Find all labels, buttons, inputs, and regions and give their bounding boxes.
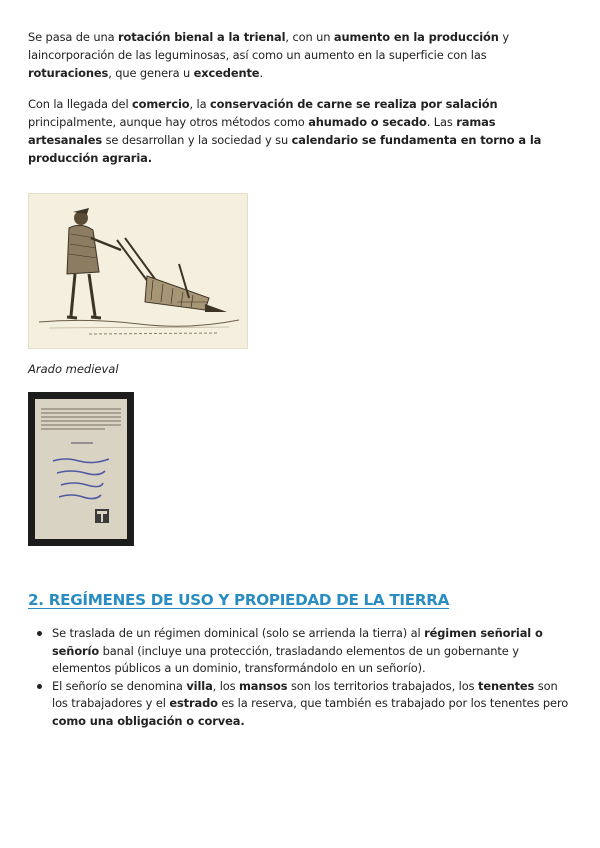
medieval-plough-illustration bbox=[28, 193, 248, 349]
paragraph-rotation: Se pasa de una rotación bienal a la trienal, con un aumento en la producción y laincorporación de las leguminosas, así como un aumento en la superficie con las roturaciones, que genera u excedente. bbox=[28, 30, 509, 80]
list-item: El señorío se denomina villa, los mansos son los territorios trabajados, los tenentes son los trabajadores y el estrado es la reserva, que también es trabajado por los tenentes pero como una obligación o corvea. bbox=[28, 678, 573, 731]
bold-term: estrado bbox=[169, 696, 218, 710]
bold-term: mansos bbox=[239, 678, 288, 693]
bold-term: villa bbox=[186, 678, 213, 693]
bullet-list bbox=[28, 625, 573, 730]
paragraph-commerce: Con la llegada del comercio, la conservación de carne se realiza por salación principalmente, aunque hay otros métodos como ahumado o secado. Las ramas artesanales se desarrollan y la sociedad y su calendario se fundamenta en torno a la producción agraria. bbox=[28, 97, 542, 165]
bold-term: régimen señorial o señorío bbox=[52, 626, 543, 658]
bold-term: ahumado o secado bbox=[308, 115, 427, 129]
list-item: Se traslada de un régimen dominical (solo se arrienda la tierra) al régimen señorial o señorío banal (incluye una protección, trasladando elementos de un gobernante y elementos públicos a un dominio, transformándolo en un señorío). bbox=[28, 625, 573, 678]
bold-term: roturaciones bbox=[28, 66, 109, 80]
book-cover-photo bbox=[28, 392, 134, 546]
section-heading: 2. REGÍMENES DE USO Y PROPIEDAD DE LA TIERRA bbox=[28, 591, 450, 609]
bold-term: calendario se fundamenta en torno a la producción agraria. bbox=[28, 133, 542, 165]
bold-term: rotación bienal a la trienal bbox=[118, 30, 286, 44]
bold-term: ramas artesanales bbox=[28, 115, 496, 147]
figure-caption: Arado medieval bbox=[28, 362, 119, 376]
bold-term: conservación de carne se realiza por salación bbox=[210, 97, 498, 111]
bold-term: excedente bbox=[193, 66, 260, 80]
bold-term: tenentes bbox=[477, 678, 535, 693]
bold-term: aumento en la producción bbox=[333, 30, 499, 44]
bold-term: comercio bbox=[132, 97, 190, 111]
bold-term: como una obligación o corvea. bbox=[52, 713, 245, 728]
